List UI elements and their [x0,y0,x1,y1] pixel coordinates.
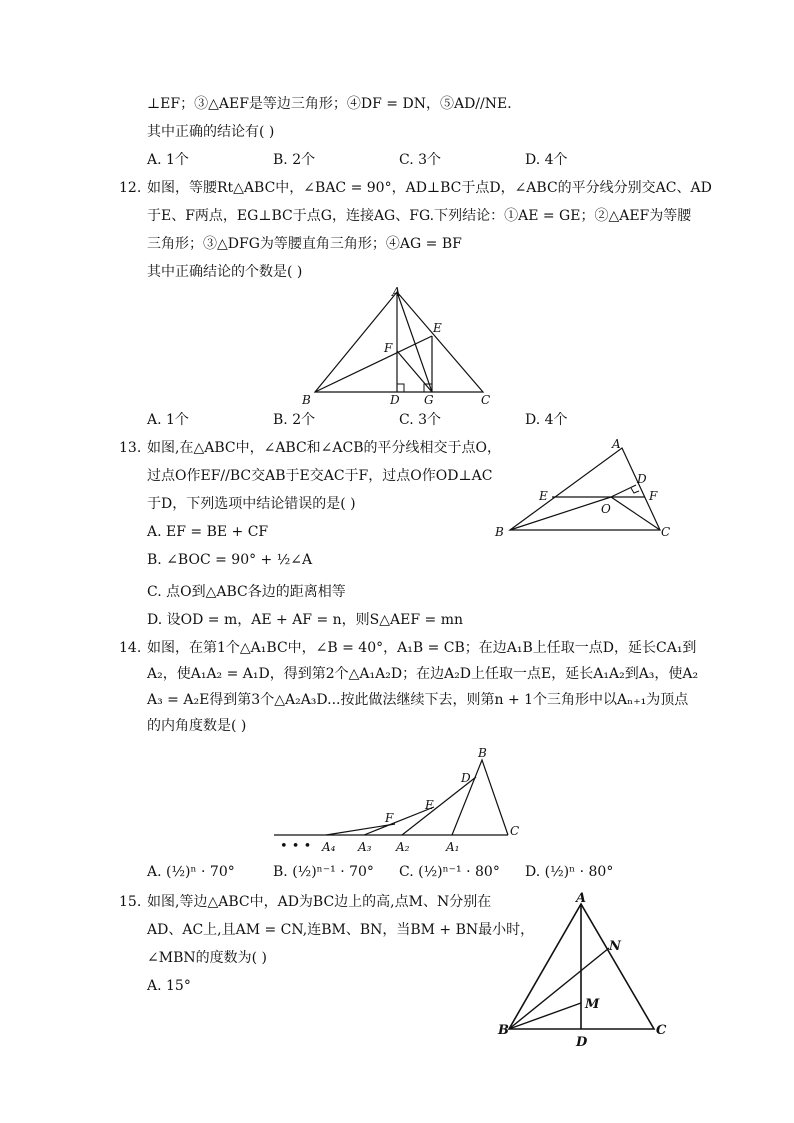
q14-dots: • • • [280,839,312,854]
q15-label-c: C [656,1023,667,1038]
q14-label-e: E [425,798,434,812]
q15-line-3: ∠MBN的度数为( ) [147,950,267,966]
q14-label-a1: A₁ [446,840,460,854]
q13-label-a: A [612,437,621,451]
q12-label-c: C [481,393,491,407]
q12-segment-be [315,336,432,392]
q14-label-a2: A₂ [396,840,410,854]
q12-number: 12. [119,180,142,196]
q12-option-b: B. 2个 [273,412,316,428]
prev-option-a: A. 1个 [147,152,189,168]
q12-label-a: A [392,285,401,299]
q12-right-angle-d [397,384,404,392]
q14-option-b: B. (½)ⁿ⁻¹ · 70° [273,864,374,880]
q12-line-4: 其中正确结论的个数是( ) [147,264,303,280]
prev-option-c: C. 3个 [399,152,442,168]
q14-line-4: 的内角度数是( ) [147,718,247,734]
q12-option-a: A. 1个 [147,412,189,428]
q13-line-1: 如图,在△ABC中，∠ABC和∠ACB的平分线相交于点O， [147,440,502,456]
q13-option-a: A. EF = BE + CF [147,524,269,540]
q13-option-c: C. 点O到△ABC各边的距离相等 [147,584,346,600]
q14-number: 14. [119,640,142,656]
q13-label-o: O [601,502,611,516]
q15-label-n: N [609,939,621,954]
q12-option-c: C. 3个 [399,412,442,428]
q13-label-e: E [539,489,548,503]
q14-label-b: B [478,746,487,760]
q12-label-d: D [390,393,400,407]
q14-option-a: A. (½)ⁿ · 70° [147,864,235,880]
q13-label-c: C [661,525,671,539]
prev-question-line-2: 其中正确的结论有( ) [147,124,275,140]
q12-figure [300,284,500,409]
q14-label-c: C [510,824,520,838]
q12-line-3: 三角形；③△DFG为等腰直角三角形；④AG = BF [147,236,462,252]
q15-line-1: 如图,等边△ABC中，AD为BC边上的高,点M、N分别在 [147,894,492,910]
q12-segment-fg [397,351,432,392]
q13-line-2: 过点O作EF//BC交AB于E交AC于F，过点O作OD⊥AC [147,468,493,484]
q13-triangle-abc [510,448,660,530]
q14-label-d: D [461,771,471,785]
q14-label-a4: A₄ [322,840,336,854]
q13-option-b: B. ∠BOC = 90° + ½∠A [147,552,313,568]
q14-line-3: A₃ = A₂E得到第3个△A₂A₃D...按此做法继续下去，则第n + 1个三角形中以Aₙ₊₁为顶点 [147,692,689,708]
q13-label-b: B [495,525,504,539]
q12-option-d: D. 4个 [525,412,568,428]
q12-label-f: F [384,341,393,355]
q13-segment-bo [510,497,611,530]
q14-figure [270,744,530,856]
q14-line-2: A₂，使A₁A₂ = A₁D，得到第2个△A₁A₂D；在边A₂D上任取一点E，延长A₁A₂到A₃，使A₂ [147,666,699,682]
q14-option-d: D. (½)ⁿ · 80° [525,864,614,880]
q13-figure [490,434,680,542]
q13-right-angle-d [631,488,639,493]
q12-segment-ag [397,292,432,392]
q12-line-1: 如图，等腰Rt△ABC中，∠BAC = 90°，AD⊥BC于点D，∠ABC的平分线分别交AC、AD [147,180,712,196]
q15-number: 15. [119,894,142,910]
q14-segment-fa4 [326,824,395,835]
q13-label-f: F [649,489,658,503]
q12-label-b: B [302,393,311,407]
q13-number: 13. [119,440,142,456]
q14-segment-ea3 [364,807,434,835]
q15-label-b: B [498,1023,509,1038]
q13-label-d: D [637,472,647,486]
q12-label-g: G [424,393,434,407]
q14-segment-da2 [402,777,476,835]
q15-label-m: M [585,997,600,1012]
q15-option-a: A. 15° [147,978,191,994]
q13-line-3: 于D，下列选项中结论错误的是( ) [147,496,356,512]
prev-option-b: B. 2个 [273,152,316,168]
q14-label-f: F [385,811,394,825]
q12-triangle-abc [315,292,483,392]
prev-question-line-1: ⊥EF；③△AEF是等边三角形；④DF = DN，⑤AD//NE． [147,96,522,112]
q12-line-2: 于E、F两点，EG⊥BC于点G，连接AG、FG.下列结论：①AE = GE；②△AEF为等腰 [147,208,692,224]
q15-segment-bn [509,948,609,1029]
q15-line-2: AD、AC上,且AM = CN,连BM、BN，当BM + BN最小时， [147,922,535,938]
q12-label-e: E [433,321,442,335]
q13-option-d: D. 设OD = m，AE + AF = n，则S△AEF = mn [147,612,463,628]
q14-option-c: C. (½)ⁿ⁻¹ · 80° [399,864,500,880]
q15-segment-bm [509,1003,581,1029]
q15-figure [496,890,676,1050]
prev-option-d: D. 4个 [525,152,568,168]
q15-label-a: A [576,891,587,906]
q14-label-a3: A₃ [358,840,372,854]
q14-line-1: 如图，在第1个△A₁BC中，∠B = 40°，A₁B = CB；在边A₁B上任取一点D，延长CA₁到 [147,640,697,656]
q15-label-d: D [576,1035,588,1050]
